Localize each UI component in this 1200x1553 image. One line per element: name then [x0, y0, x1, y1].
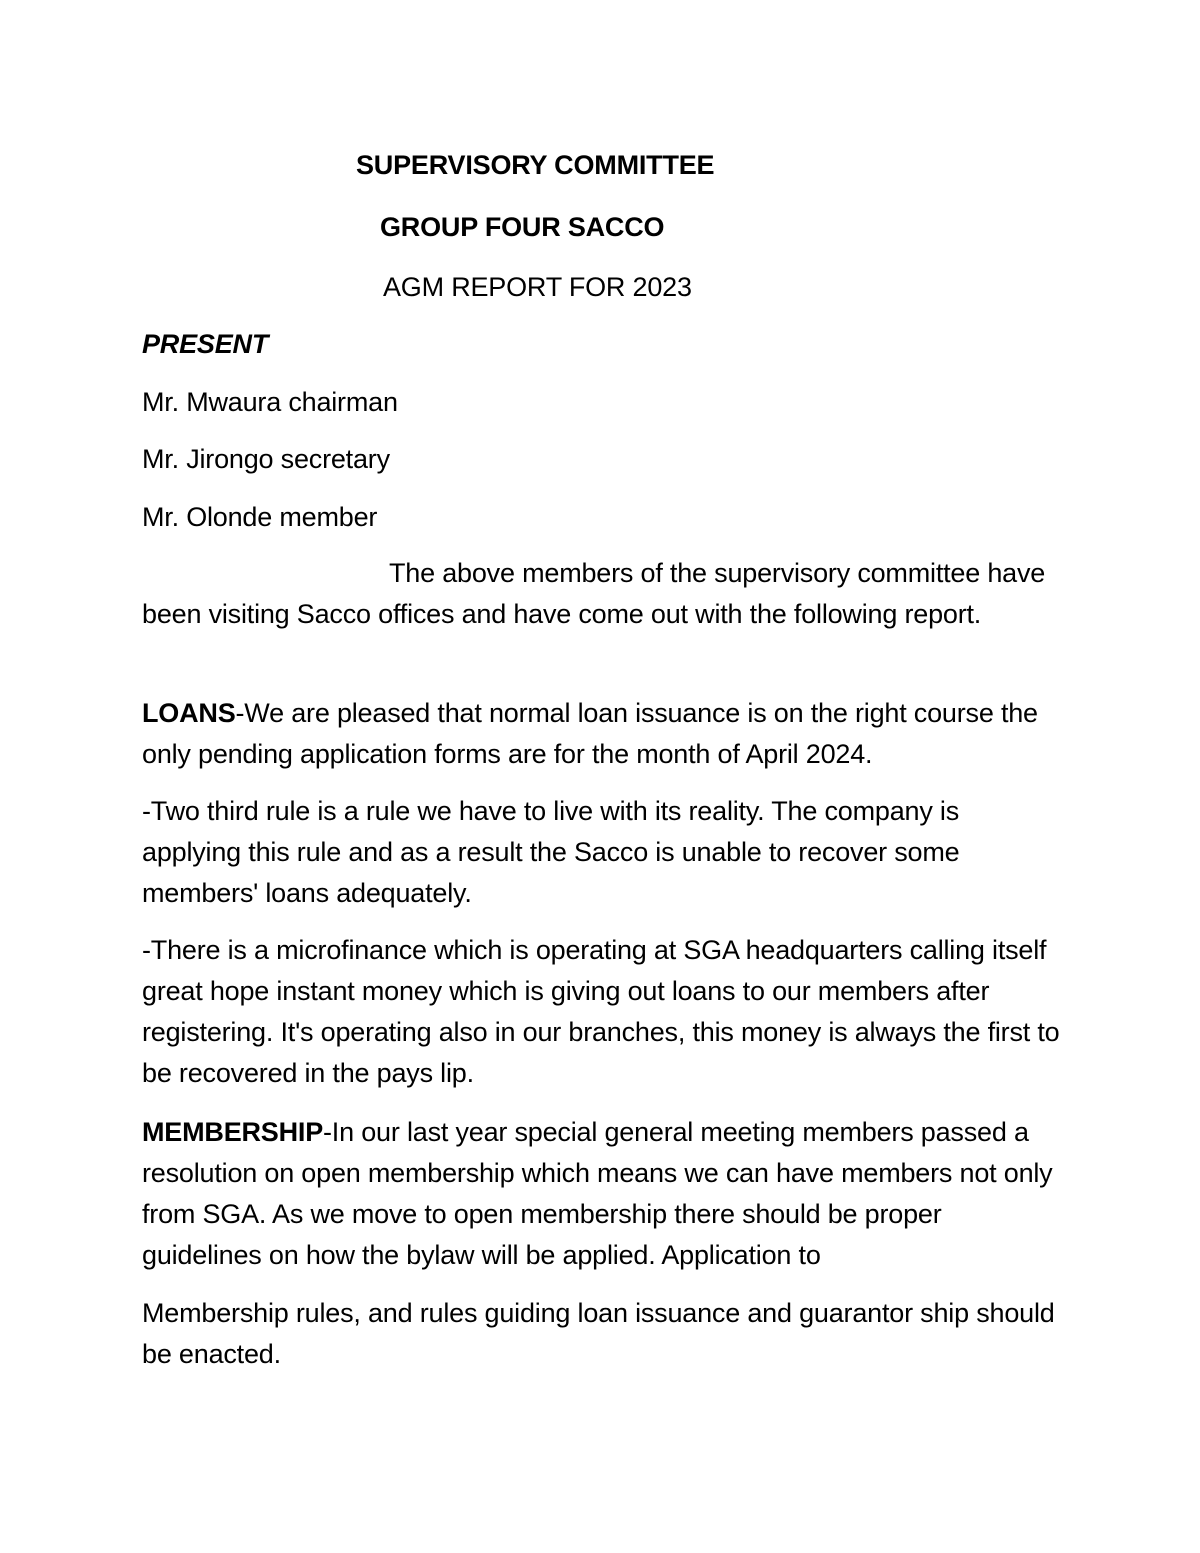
organization-name: GROUP FOUR SACCO — [380, 212, 665, 242]
membership-continuation-paragraph: Membership rules, and rules guiding loan issuance and guarantor ship should be enacted. — [142, 1298, 1055, 1369]
membership-paragraph — [142, 1112, 1062, 1276]
member-secretary: Mr. Jirongo secretary — [142, 444, 390, 474]
intro-paragraph: The above members of the supervisory committee have been visiting Sacco offices and have come out with the following report. — [142, 558, 1046, 629]
microfinance-paragraph: -There is a microfinance which is operating at SGA headquarters calling itself great hope instant money which is giving out loans to our members after registering. It's operating also in our branches, this money is always the first to be recovered in the pays lip. — [142, 935, 1060, 1088]
loans-text: -We are pleased that normal loan issuance is on the right course the only pending application forms are for the month of April 2024. — [142, 698, 1038, 769]
present-heading: PRESENT — [142, 329, 269, 359]
membership-label: MEMBERSHIP — [142, 1117, 324, 1147]
report-subtitle: AGM REPORT FOR 2023 — [383, 272, 692, 302]
document-title: SUPERVISORY COMMITTEE — [356, 150, 715, 180]
member-chairman: Mr. Mwaura chairman — [142, 387, 398, 417]
two-third-paragraph: -Two third rule is a rule we have to live with its reality. The company is applying this rule and as a result the Sacco is unable to recover some members' loans adequately. — [142, 796, 960, 908]
loans-label: LOANS — [142, 698, 236, 728]
membership-text: -In our last year special general meeting members passed a resolution on open membership which means we can have members not only from SGA. As we move to open membership there should be proper guidelines on how the bylaw will be applied. Application to — [142, 1117, 1053, 1270]
member-member: Mr. Olonde member — [142, 502, 378, 532]
loans-paragraph — [142, 693, 1062, 775]
